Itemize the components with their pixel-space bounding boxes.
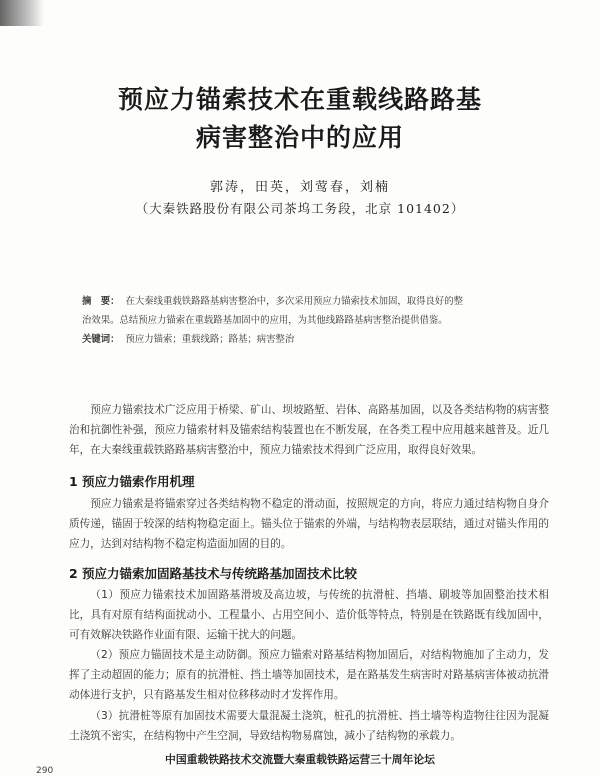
section2-paragraph1: （1）预应力锚索技术加固路基滑坡及高边坡，与传统的抗滑桩、挡墙、刷坡等加固整治技术相比，具有对原有结构面扰动小、工程量小、占用空间小、造价低等特点，特别是在铁路既有线加固中，可有效解决铁路作业面有限、运输干扰大的问题。 <box>69 589 549 641</box>
abstract-text-line2: 治效果。总结预应力锚索在重载路基加固中的应用，为其他线路路基病害整治提供借鉴。 <box>82 315 448 326</box>
keywords-label: 关键词： <box>82 334 120 345</box>
abstract-line2 <box>82 312 552 329</box>
abstract-label: 摘 要： <box>82 296 120 307</box>
keywords-row <box>82 331 552 348</box>
section1-paragraph: 预应力锚索是将锚索穿过各类结构物不稳定的滑动面，按照规定的方向，将应力通过结构物自身介质传递，锚固于较深的结构物稳定面上。锚头位于锚索的外端，与结构物表层联结，通过对锚头作用的应力，达到对结构物不稳定构造面加固的目的。 <box>69 498 549 550</box>
page-number: 290 <box>36 766 54 776</box>
section1-heading: 1 预应力锚索作用机理 <box>69 474 195 489</box>
authors: 郭涛，田英，刘莺春，刘楠 <box>209 180 390 195</box>
abstract-line1 <box>82 293 552 310</box>
intro-paragraph: 预应力锚索技术广泛应用于桥梁、矿山、坝坡路堑、岩体、高路基加固，以及各类结构物的病害整治和抗御性补强，预应力锚索材料及锚索结构装置也在不断发展，在各类工程中应用越来越普及。近几年，在大秦线重载铁路路基病害整治中，预应力锚索技术得到广泛应用，取得良好效果。 <box>69 404 549 456</box>
keywords-text: 预应力锚索；重载线路；路基；病害整治 <box>125 334 295 345</box>
affiliation: （大秦铁路股份有限公司茶坞工务段，北京 101402） <box>135 201 465 216</box>
abstract-text-line1: 在大秦线重载铁路路基病害整治中，多次采用预应力锚索技术加固，取得良好的整 <box>125 296 464 307</box>
section2-paragraph3: （3）抗滑桩等原有加固技术需要大量混凝土浇筑，桩孔的抗滑桩、挡土墙等构造物往往因为混凝土浇筑不密实，在结构物中产生空洞，导致结构物易腐蚀，减小了结构物的承载力。 <box>69 710 549 742</box>
section2-heading: 2 预应力锚索加固路基技术与传统路基加固技术比较 <box>69 566 358 581</box>
scan-edge-shadow <box>0 0 44 26</box>
paper-title-line1: 预应力锚索技术在重载线路路基 <box>117 85 482 114</box>
section2-paragraph2: （2）预应力锚固技术是主动防御。预应力锚索对路基结构物加固后，对结构物施加了主动力，发挥了主动超固的能力；原有的抗滑桩、挡土墙等加固技术，是在路基发生病害时对路基病害体被动抗滑动体进行支护，只有路基发生相对位移移动时才发挥作用。 <box>69 649 549 701</box>
footer-conference-title: 中国重载铁路技术交流暨大秦重载铁路运营三十周年论坛 <box>165 753 435 766</box>
paper-title-line2: 病害整治中的应用 <box>195 123 404 152</box>
